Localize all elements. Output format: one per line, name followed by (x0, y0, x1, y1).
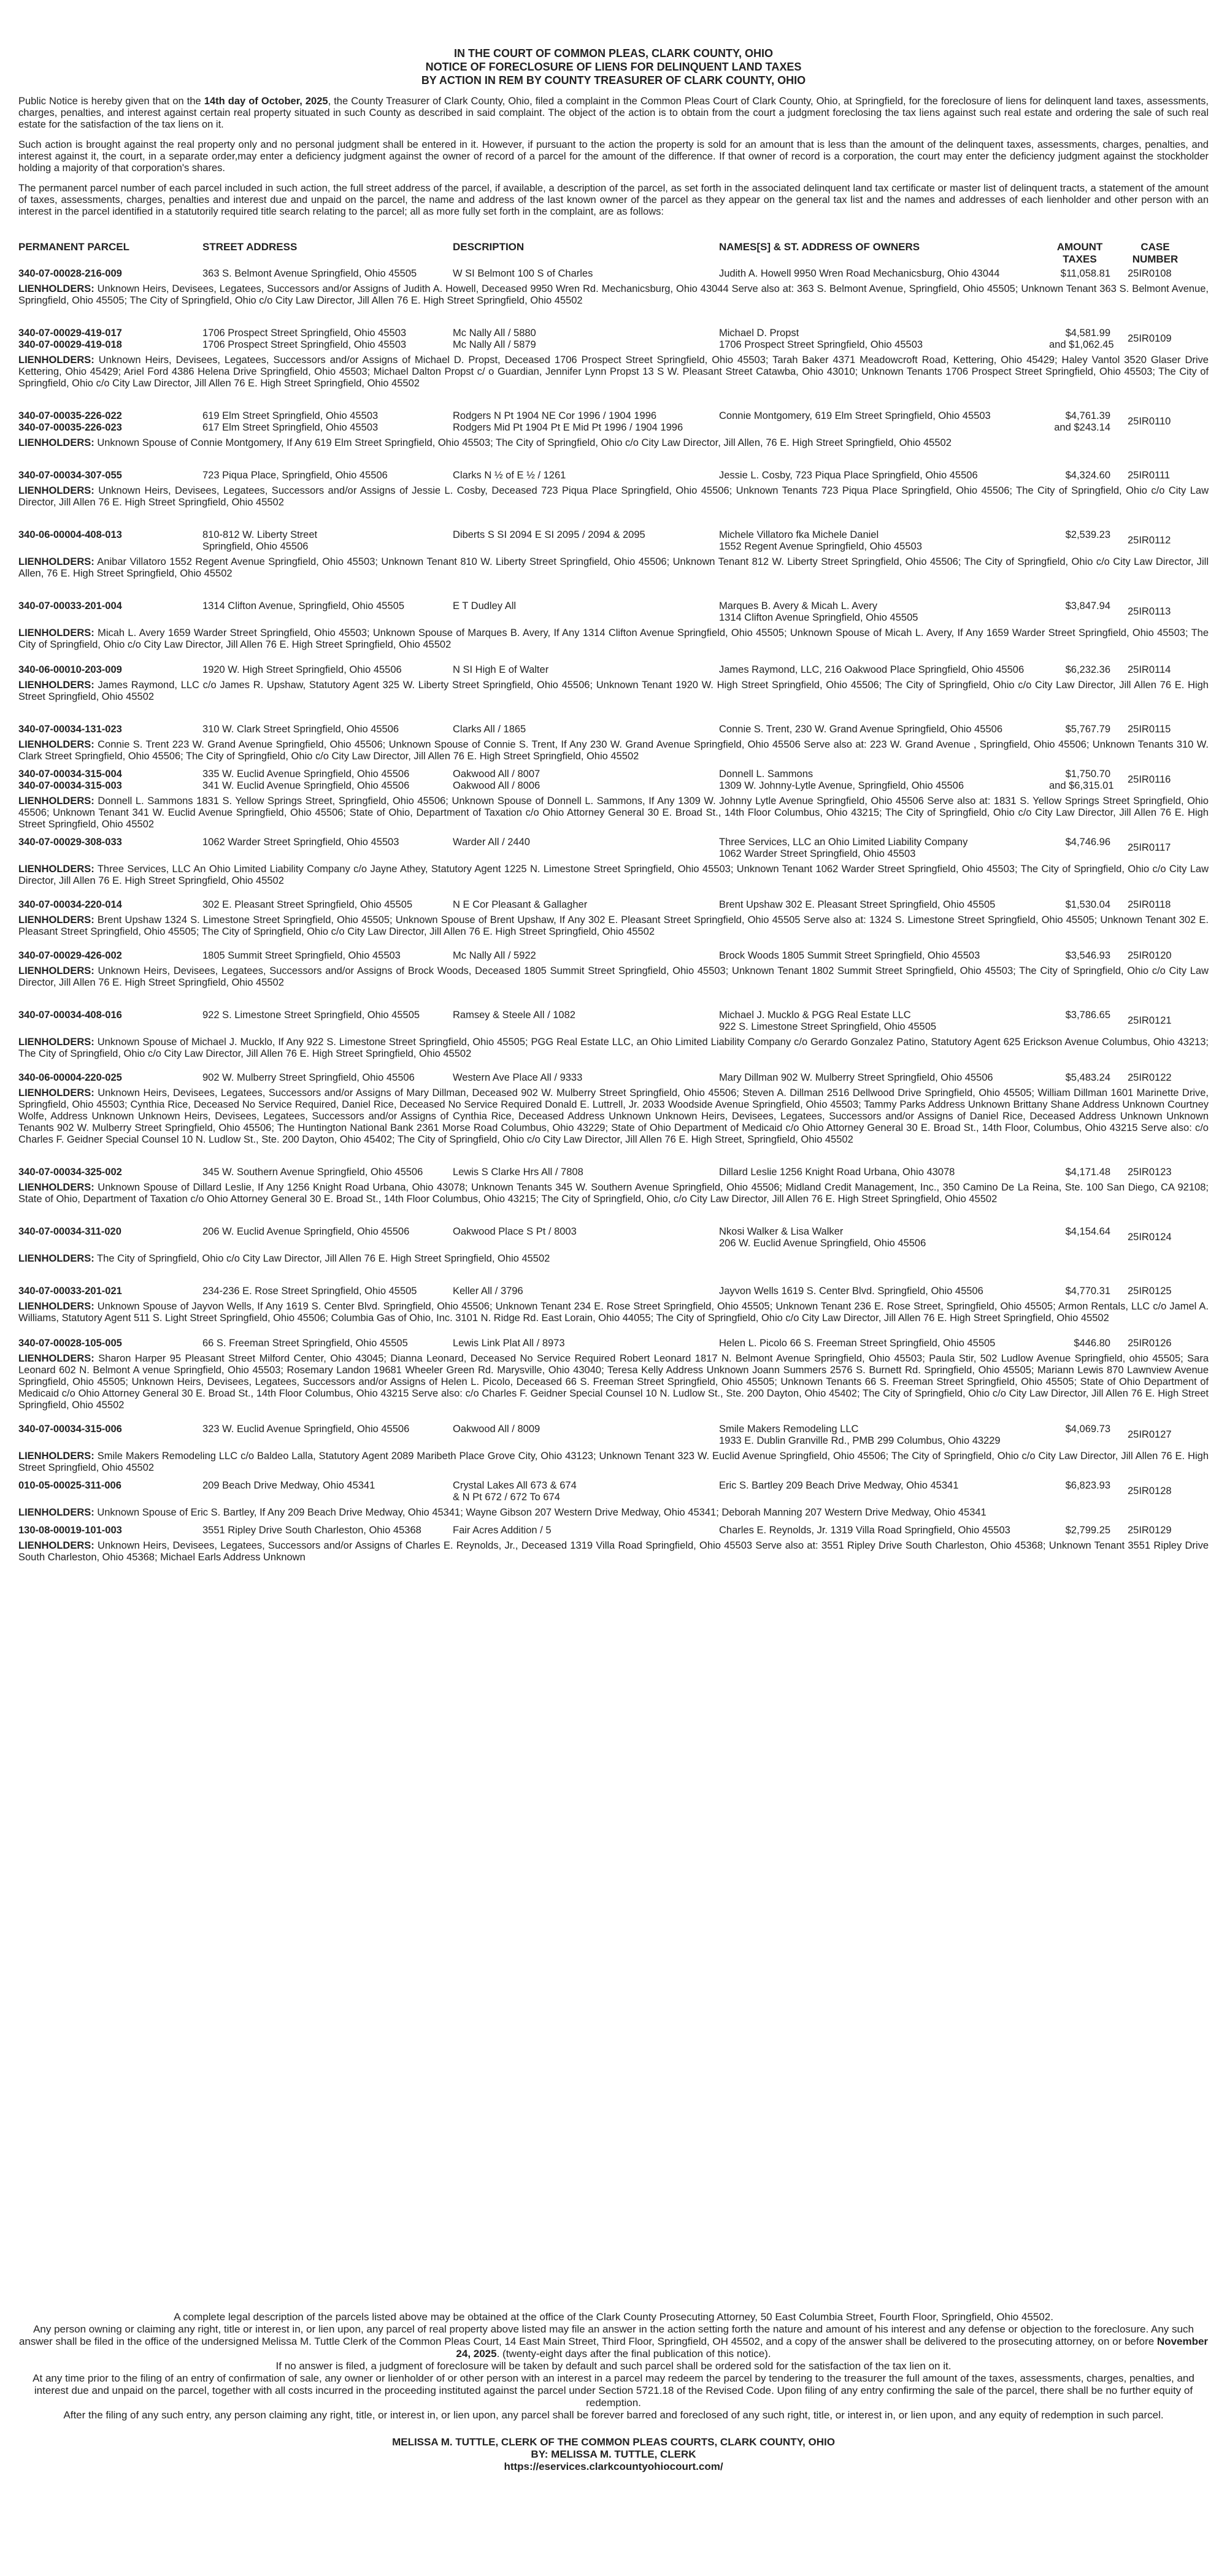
street-address: 1920 W. High Street Springfield, Ohio 45506 (202, 664, 402, 675)
footer-paragraph: If no answer is filed, a judgment of foreclosure will be taken by default and such parcel shall be ordered sold for the satisfaction of the tax lien on it. (275, 2360, 952, 2372)
parcel-number: 340-07-00028-216-009 (18, 268, 122, 279)
lienholders: LIENHOLDERS: Unknown Heirs, Devisees, Legatees, Successors and/or Assigns of Judith A. Howell, Deceased 9950 Wren Rd. Mechanicsburg, Ohio 43044 Serve also at: 363 S. Belmont Avenue, Springfield, Ohio 45505; Unknown Tenant 363 S. Belmont Avenue, Springfield, Ohio 45505; The City of Springfield, Ohio c/o City Law Director, Jill Allen 76 E. High Street Springfield, Ohio 45502 (18, 283, 1209, 306)
case-number: 25IR0112 (1128, 535, 1171, 546)
lienholders: LIENHOLDERS: The City of Springfield, Ohio c/o City Law Director, Jill Allen 76 E. High Street Springfield, Ohio 45502 (18, 1253, 550, 1264)
footer-paragraph: After the filing of any such entry, any person claiming any right, title, or interest in, or lien upon, any parcel shall be forever barred and foreclosed of any such right, title, or interest in, or lien upon, and any equity of redemption in such parcel. (63, 2409, 1164, 2421)
owner-name-address: Charles E. Reynolds, Jr. 1319 Villa Road Springfield, Ohio 45503 (719, 1525, 1010, 1536)
parcel-number: 340-06-00004-408-013 (18, 529, 122, 540)
amount-taxes: $6,232.36 (1065, 664, 1110, 675)
case-number: 25IR0121 (1128, 1015, 1172, 1026)
street-address: 810-812 W. Liberty Street Springfield, Ohio 45506 (202, 529, 318, 552)
lienholders: LIENHOLDERS: Unknown Heirs, Devisees, Legatees, Successors and/or Assigns of Jessie L. Cosby, Deceased 723 Piqua Place Springfield, Ohio 45506; Unknown Tenants 723 Piqua Place Springfield, Ohio 45506; The City of Springfield, Ohio c/o City Law Director, Jill Allen 76 E. High Street Springfield, Ohio 45502 (18, 485, 1209, 508)
parcel-entry (18, 1167, 1209, 1205)
parcel-entry (18, 1072, 1209, 1146)
case-number: 25IR0110 (1128, 416, 1171, 427)
parcel-number: 130-08-00019-101-003 (18, 1525, 122, 1536)
owner-name-address: Judith A. Howell 9950 Wren Road Mechanicsburg, Ohio 43044 (719, 268, 1000, 279)
owner-name-address: Connie Montgomery, 619 Elm Street Springfield, Ohio 45503 (719, 410, 991, 421)
header-parcel: PERMANENT PARCEL (18, 241, 130, 253)
footer-paragraph: A complete legal description of the parcels listed above may be obtained at the office of the Clark County Prosecuting Attorney, 50 East Columbia Street, Fourth Floor, Springfield, Ohio 45502. (174, 2311, 1053, 2323)
parcel-entry (18, 470, 1209, 508)
parcel-entry (18, 1525, 1209, 1563)
amount-taxes: $2,539.23 (1065, 529, 1110, 540)
lienholders: LIENHOLDERS: James Raymond, LLC c/o James R. Upshaw, Statutory Agent 325 W. Liberty Street Springfield, Ohio 45506; Unknown Tenant 1920 W. High Street Springfield, Ohio 45506; The City of Springfield, Ohio c/o City Law Director, Jill Allen 76 E. High Street Springfield, Ohio 45502 (18, 680, 1209, 702)
parcel-number: 340-06-00010-203-009 (18, 664, 122, 675)
parcel-entry (18, 328, 1209, 389)
header-street: STREET ADDRESS (202, 241, 298, 253)
parcel-number: 340-07-00034-315-004 340-07-00034-315-003 (18, 769, 122, 791)
parcel-number: 340-07-00034-408-016 (18, 1010, 122, 1021)
lienholders: LIENHOLDERS: Unknown Spouse of Eric S. Bartley, If Any 209 Beach Drive Medway, Ohio 45341; Wayne Gibson 207 Western Drive Medway, Ohio 45341; Deborah Manning 207 Western Drive Medway, Ohio 45341 (18, 1507, 987, 1518)
parcel-description: N SI High E of Walter (453, 664, 549, 675)
parcel-entry (18, 600, 1209, 651)
amount-taxes: $1,530.04 (1065, 899, 1110, 910)
case-number: 25IR0113 (1128, 606, 1171, 617)
parcel-number: 340-07-00029-419-017 340-07-00029-419-018 (18, 328, 122, 350)
owner-name-address: Connie S. Trent, 230 W. Grand Avenue Springfield, Ohio 45506 (719, 724, 1002, 735)
header-owners: NAMES[S] & ST. ADDRESS OF OWNERS (719, 241, 920, 253)
parcel-number: 010-05-00025-311-006 (18, 1480, 121, 1491)
parcel-entry (18, 899, 1209, 938)
parcel-list (18, 268, 1209, 1563)
parcel-number: 340-07-00034-131-023 (18, 724, 122, 735)
amount-taxes: $3,847.94 (1065, 600, 1110, 611)
street-address: 1314 Clifton Avenue, Springfield, Ohio 45505 (202, 600, 405, 611)
parcel-number: 340-07-00029-308-033 (18, 837, 122, 848)
parcel-entry (18, 837, 1209, 887)
amount-taxes: $2,799.25 (1065, 1525, 1110, 1536)
court-name: IN THE COURT OF COMMON PLEAS, CLARK COUNTY, OHIO (454, 47, 773, 59)
header-description: DESCRIPTION (453, 241, 525, 253)
lienholders: LIENHOLDERS: Three Services, LLC An Ohio Limited Liability Company c/o Jayne Athey, Statutory Agent 1225 N. Limestone Street Springfield, Ohio 45503; Unknown Tenant 1062 Warder Street Springfield, Ohio 45503; The City of Springfield, Ohio c/o City Law Director, Jill Allen 76 E. High Street Springfield, Ohio 45502 (18, 864, 1209, 886)
lienholders: LIENHOLDERS: Sharon Harper 95 Pleasant Street Milford Center, Ohio 43045; Dianna Leonard, Deceased No Service Required Robert Leonard 1817 N. Belmont Avenue Springfield, Ohio 45503; Paula Stir, 502 Ludlow Avenue Springfield, ohio 45505; Sara Leonard 602 N. Belmont A venue Springfield, Ohio 45503; Rosemary Landon 19681 Wheeler Green Rd. Marysville, Ohio 43040; Teresa Kelly Address Unknown Joann Summers 2576 S. Burnett Rd. Springfield, Ohio 45505; Mariann Lewis 870 Lawnview Avenue Springfield, Ohio 45505; Unknown Heirs, Devisees, Legatees, Successors and/or Assigns of Helen L. Picolo, Deceased 66 S. Freeman Street Springfield, Ohio 45505; Unknown Tenants 66 S. Freeman Street Springfield, Ohio 45505; State of Ohio Department of Medicaid c/o Ohio Attorney General 30 E. Broad St., 14th Floor Columbus, Ohio 43215 Serve also: c/o Charles F. Geidner Special Counsel 10 N. Ludlow St., Ste. 200 Dayton, Ohio 45402; The City of Springfield, Ohio c/o City Law Director, Jill Allen 76 E. High Street Springfield, Ohio 45502 (18, 1353, 1209, 1411)
street-address: 302 E. Pleasant Street Springfield, Ohio 45505 (202, 899, 413, 910)
case-number: 25IR0114 (1128, 664, 1171, 675)
amount-taxes: $3,786.65 (1065, 1010, 1110, 1021)
intro-paragraph: The permanent parcel number of each parcel included in such action, the full street address of the parcel, if available, a description of the parcel, as set forth in the associated delinquent land tax certificate or master list of delinquent tracts, a statement of the amount of taxes, assessments, charges, penalties and interest due and unpaid on the parcel, the name and address of the last known owner of the parcel as they appear on the general tax list and the names and addresses of each lienholder and other person with an interest in the parcel identified in a statutorily required title search relating to the parcel; all as more fully set forth in the complaint, are as follows: (18, 183, 1209, 217)
parcel-number: 340-07-00033-201-021 (18, 1286, 122, 1297)
parcel-description: Diberts S SI 2094 E SI 2095 / 2094 & 2095 (453, 529, 645, 540)
case-number: 25IR0117 (1128, 842, 1171, 853)
owner-name-address: Nkosi Walker & Lisa Walker 206 W. Euclid Avenue Springfield, Ohio 45506 (719, 1226, 926, 1249)
footer-paragraph: Any person owning or claiming any right, title or interest in, or lien upon, any parcel of real property above listed may file an answer in the action setting forth the nature and amount of his interest and any defense or objection to the foreclosure. Any such answer shall be filed in the office of the undersigned Melissa M. Tuttle Clerk of the Common Pleas Court, 14 East Main Street, Third Floor, Springfield, OH 45502, and a copy of the answer shall be delivered to the prosecuting attorney, on or before November 24, 2025. (twenty-eight days after the final publication of this notice). (18, 2323, 1209, 2359)
lienholders: LIENHOLDERS: Connie S. Trent 223 W. Grand Avenue Springfield, Ohio 45506; Unknown Spouse of Connie S. Trent, If Any 230 W. Grand Avenue Springfield, Ohio 45506 Serve also at: 223 W. Grand Avenue , Springfield, Ohio 45506; Unknown Tenants 310 W. Clark Street Springfield, Ohio 45506; The City of Springfield, Ohio c/o City Law Director, Jill Allen 76 E. High Street Springfield, Ohio 45502 (18, 739, 1209, 762)
court-website-link[interactable]: https://eservices.clarkcountyohiocourt.com/ (504, 2461, 723, 2472)
case-number: 25IR0108 (1128, 268, 1172, 279)
amount-taxes: $11,058.81 (1060, 268, 1110, 279)
parcel-entry (18, 724, 1209, 762)
notice-footer (18, 2311, 1209, 2473)
lienholders: LIENHOLDERS: Brent Upshaw 1324 S. Limestone Street Springfield, Ohio 45505; Unknown Spouse of Brent Upshaw, If Any 302 E. Pleasant Street Springfield, Ohio 45505 Serve also at: 1324 S. Limestone Street Springfield, Ohio 45505; Unknown Tenant 302 E. Pleasant Street Springfield, Ohio 45505; The City of Springfield, Ohio c/o City Law Director, Jill Allen 76 E. High Street Springfield, Ohio 45502 (18, 914, 1209, 937)
parcel-description: Mc Nally All / 5880 Mc Nally All / 5879 (453, 328, 536, 350)
owner-name-address: Mary Dillman 902 W. Mulberry Street Springfield, Ohio 45506 (719, 1072, 993, 1083)
amount-taxes: $4,069.73 (1065, 1424, 1110, 1435)
clerk-signature: MELISSA M. TUTTLE, CLERK OF THE COMMON PLEAS COURTS, CLARK COUNTY, OHIO BY: MELISSA M. TUTTLE, CLERK https://eservices.clarkcountyohiocourt.com/ (392, 2436, 835, 2472)
parcel-entry (18, 1286, 1209, 1324)
parcel-number: 340-06-00004-220-025 (18, 1072, 122, 1083)
parcel-number: 340-07-00033-201-004 (18, 600, 122, 611)
street-address: 209 Beach Drive Medway, Ohio 45341 (202, 1480, 375, 1491)
case-number: 25IR0124 (1128, 1232, 1172, 1243)
intro-paragraph: Such action is brought against the real property only and no personal judgment shall be entered in it. However, if pursuant to the action the property is sold for an amount that is less than the amount of the delinquent taxes, assessments, charges, penalties, and interest against it, the court, in a separate order,may enter a deficiency judgment against the owner of record of a parcel for the amount of the difference. If that owner of record is a corporation, the court may enter the deficiency judgment against the stockholder holding a majority of that corporation's shares. (18, 139, 1209, 174)
parcel-number: 340-07-00035-226-022 340-07-00035-226-023 (18, 410, 122, 433)
lienholders: LIENHOLDERS: Anibar Villatoro 1552 Regent Avenue Springfield, Ohio 45503; Unknown Tenant 810 W. Liberty Street Springfield, Ohio 45506; Unknown Tenant 812 W. Liberty Street Springfield, Ohio 45506; The City of Springfield, Ohio c/o City Law Director, Jill Allen, 76 E. High Street Springfield, Ohio 45502 (18, 556, 1209, 579)
case-number: 25IR0123 (1128, 1167, 1172, 1178)
street-address: 363 S. Belmont Avenue Springfield, Ohio 45505 (202, 268, 417, 279)
parcel-description: Mc Nally All / 5922 (453, 950, 536, 961)
parcel-description: W SI Belmont 100 S of Charles (453, 268, 593, 279)
owner-name-address: Marques B. Avery & Micah L. Avery 1314 Clifton Avenue Springfield, Ohio 45505 (719, 600, 918, 623)
amount-taxes: $446.80 (1074, 1338, 1110, 1349)
case-number: 25IR0128 (1128, 1485, 1172, 1497)
owner-name-address: Brent Upshaw 302 E. Pleasant Street Springfield, Ohio 45505 (719, 899, 996, 910)
amount-taxes: $6,823.93 (1065, 1480, 1110, 1491)
case-number: 25IR0118 (1128, 899, 1171, 910)
lienholders: LIENHOLDERS: Unknown Spouse of Dillard Leslie, If Any 1256 Knight Road Urbana, Ohio 43078; Unknown Tenants 345 W. Southern Avenue Springfield, Ohio 45506; Midland Credit Management, Inc., 350 Camino De La Reina, Ste. 100 San Diego, CA 92108; State of Ohio, Department of Taxation c/o Ohio Attorney General 30 E. Broad St., 14th Floor Columbus, Ohio 43215; The City of Springfield, Ohio, c/o City Law Director, Jill Allen 76 E. High Street Springfield, Ohio 45502 (18, 1182, 1209, 1205)
parcel-description: Lewis Link Plat All / 8973 (453, 1338, 565, 1349)
amount-taxes: $4,154.64 (1065, 1226, 1110, 1237)
amount-taxes: $3,546.93 (1065, 950, 1110, 961)
parcel-description: Clarks All / 1865 (453, 724, 526, 735)
parcel-entry (18, 1226, 1209, 1265)
parcel-entry (18, 1010, 1209, 1060)
parcel-description: Clarks N ½ of E ½ / 1261 (453, 470, 566, 481)
street-address: 723 Piqua Place, Springfield, Ohio 45506 (202, 470, 388, 481)
notice-title (18, 0, 1209, 87)
parcel-entry (18, 410, 1209, 449)
parcel-entry (18, 950, 1209, 989)
case-number: 25IR0122 (1128, 1072, 1172, 1083)
parcel-description: N E Cor Pleasant & Gallagher (453, 899, 588, 910)
amount-taxes: $5,483.24 (1065, 1072, 1110, 1083)
case-number: 25IR0115 (1128, 724, 1171, 735)
case-number: 25IR0129 (1128, 1525, 1172, 1536)
intro-text (18, 96, 1209, 218)
owner-name-address: Helen L. Picolo 66 S. Freeman Street Springfield, Ohio 45505 (719, 1338, 996, 1349)
notice-heading: NOTICE OF FORECLOSURE OF LIENS FOR DELINQUENT LAND TAXES (425, 61, 802, 73)
street-address: 345 W. Southern Avenue Springfield, Ohio 45506 (202, 1167, 423, 1178)
amount-taxes: $4,761.39 and $243.14 (1054, 410, 1110, 433)
owner-name-address: Jayvon Wells 1619 S. Center Blvd. Springfield, Ohio 45506 (719, 1286, 983, 1297)
table-header (18, 241, 1209, 268)
parcel-description: Oakwood All / 8009 (453, 1424, 540, 1435)
legal-notice-page (18, 0, 1209, 2472)
street-address: 335 W. Euclid Avenue Springfield, Ohio 45506 341 W. Euclid Avenue Springfield, Ohio 45506 (202, 769, 410, 791)
amount-taxes: $4,746.96 (1065, 837, 1110, 848)
intro-paragraph: Public Notice is hereby given that on the 14th day of October, 2025, the County Treasurer of Clark County, Ohio, filed a complaint in the Common Pleas Court of Clark County, Ohio, at Springfield, for the foreclosure of liens for delinquent land taxes, assessments, charges, penalties, and interest against certain real property situated in such County as described in said complaint. The object of the action is to obtain from the court a judgment foreclosing the tax liens against such real estate and ordering the sale of such real estate for the satisfaction of the tax liens on it. (18, 96, 1209, 130)
lienholders: LIENHOLDERS: Unknown Heirs, Devisees, Legatees, Successors and/or Assigns of Charles E. Reynolds, Jr., Deceased 1319 Villa Road Springfield, Ohio 45503 Serve also at: 3551 Ripley Drive South Charleston, Ohio 45368; Unknown Tenant 3551 Ripley Drive South Charleston, Ohio 45368; Michael Earls Address Unknown (18, 1540, 1209, 1563)
parcel-description: Lewis S Clarke Hrs All / 7808 (453, 1167, 583, 1178)
parcel-number: 340-07-00028-105-005 (18, 1338, 122, 1349)
lienholders: LIENHOLDERS: Smile Makers Remodeling LLC c/o Baldeo Lalla, Statutory Agent 2089 Maribeth Place Grove City, Ohio 43123; Unknown Tenant 323 W. Euclid Avenue Springfield, Ohio 45506; The City of Springfield, Ohio c/o City Law Director, Jill Allen 76 E. High Street Springfield, Ohio 45502 (18, 1451, 1209, 1473)
case-number: 25IR0116 (1128, 774, 1171, 785)
owner-name-address: Michael J. Mucklo & PGG Real Estate LLC 922 S. Limestone Street Springfield, Ohio 45505 (719, 1010, 937, 1032)
lienholders: LIENHOLDERS: Unknown Heirs, Devisees, Legatees, Successors and/or Assigns of Michael D. Propst, Deceased 1706 Prospect Street Springfield, Ohio 45503; Tarah Baker 4371 Meadowcroft Road, Kettering, Ohio 45429; Haley Vantol 3520 Glaser Drive Kettering, Ohio 45429; Ariel Ford 4386 Helena Drive Springfield, Ohio 45503; Michael Dalton Propst c/ o Guardian, Jennifer Lynn Propst 13 S W. Pleasant Street Catawba, Ohio 43010; Unknown Tenants 1706 Prospect Street Springfield, Ohio 45503; The City of Springfield, Ohio c/o City Law Director, Jill Allen 76 E. High Street Springfield, Ohio 45502 (18, 355, 1209, 389)
parcel-description: Keller All / 3796 (453, 1286, 523, 1297)
case-number: 25IR0125 (1128, 1286, 1172, 1297)
header-case: CASE NUMBER (1132, 241, 1179, 265)
owner-name-address: Eric S. Bartley 209 Beach Drive Medway, Ohio 45341 (719, 1480, 959, 1491)
parcel-entry (18, 529, 1209, 580)
owner-name-address: Dillard Leslie 1256 Knight Road Urbana, Ohio 43078 (719, 1167, 955, 1178)
parcel-description: Crystal Lakes All 673 & 674 & N Pt 672 / 672 To 674 (453, 1480, 577, 1503)
street-address: 234-236 E. Rose Street Springfield, Ohio 45505 (202, 1286, 417, 1297)
parcel-number: 340-07-00034-311-020 (18, 1226, 121, 1237)
case-number: 25IR0120 (1128, 950, 1172, 961)
lienholders: LIENHOLDERS: Unknown Heirs, Devisees, Legatees, Successors and/or Assigns of Mary Dillman, Deceased 902 W. Mulberry Street Springfield, Ohio 45506; Steven A. Dillman 2516 Dellwood Drive Springfield, Ohio 45505; William Dillman 1601 Marinette Drive, Springfield, Ohio 45503; Cynthia Rice, Deceased No Service Required, Daniel Rice, Deceased No Service Required Donald E. Luttrell, Jr. 2033 Woodside Avenue Springfield, Ohio 45503; Tammy Parks Address Unknown Brittany Shane Address Unknown Courtney Wolfe, Address Unknown Unknown Heirs, Devisees, Legatees, Successors and/or Assigns of Cynthia Rice, Deceased Address Unknown Unknown Heirs, Devisees, Legatees, Successors and/or Assigns of Daniel Rice, Deceased Address Unknown Unknown Tenants 902 W. Mulberry Street Springfield, Ohio 45506; The Huntington National Bank 2361 Morse Road Columbus, Ohio 43229; State of Ohio Department of Medicaid c/o Ohio Attorney General 30 E. Broad St., 14th Floor, Columbus, Ohio 43215 Serve also: c/o Charles F. Geidner Special Counsel 10 N. Ludlow St., Ste. 200 Dayton, Ohio 45402; The City of Springfield, Ohio c/o City Law Director, Jill Allen 76 E. High Street, Springfield, Ohio 45502 (18, 1087, 1209, 1145)
parcel-entry (18, 1338, 1209, 1411)
parcel-description: Oakwood Place S Pt / 8003 (453, 1226, 577, 1237)
parcel-description: E T Dudley All (453, 600, 517, 611)
owner-name-address: Donnell L. Sammons 1309 W. Johnny-Lytle Avenue, Springfield, Ohio 45506 (719, 769, 964, 791)
parcel-number: 340-07-00034-325-002 (18, 1167, 122, 1178)
street-address: 902 W. Mulberry Street Springfield, Ohio 45506 (202, 1072, 415, 1083)
case-number: 25IR0111 (1128, 470, 1171, 481)
street-address: 310 W. Clark Street Springfield, Ohio 45506 (202, 724, 399, 735)
case-number: 25IR0127 (1128, 1429, 1172, 1440)
parcel-description: Warder All / 2440 (453, 837, 530, 848)
parcel-number: 340-07-00034-315-006 (18, 1424, 122, 1435)
parcel-number: 340-07-00034-307-055 (18, 470, 122, 481)
amount-taxes: $4,770.31 (1065, 1286, 1110, 1297)
parcel-description: Western Ave Place All / 9333 (453, 1072, 583, 1083)
street-address: 619 Elm Street Springfield, Ohio 45503 617 Elm Street Springfield, Ohio 45503 (202, 410, 379, 433)
owner-name-address: Smile Makers Remodeling LLC 1933 E. Dublin Granville Rd., PMB 299 Columbus, Ohio 43229 (719, 1424, 1001, 1446)
parcel-entry (18, 1424, 1209, 1474)
parcel-entry (18, 664, 1209, 703)
lienholders: LIENHOLDERS: Unknown Heirs, Devisees, Legatees, Successors and/or Assigns of Brock Woods, Deceased 1805 Summit Street Springfield, Ohio 45503; Unknown Tenant 1802 Summit Street Springfield, Ohio 45503; The City of Springfield, Ohio c/o City Law Director, Jill Allen 76 E. High Street Springfield, Ohio 45502 (18, 965, 1209, 988)
parcel-description: Oakwood All / 8007 Oakwood All / 8006 (453, 769, 540, 791)
parcel-entry (18, 1480, 1209, 1519)
footer-paragraph: At any time prior to the filing of an entry of confirmation of sale, any owner or lienholder of or other person with an interest in a parcel may redeem the parcel by tendering to the treasurer the full amount of the taxes, assessments, charges, penalties, and interest due and unpaid on the parcel, together with all costs incurred in the proceeding instituted against the parcel under Section 5721.18 of the Revised Code. Upon filing of any entry confirming the sale of the parcel, there shall be no further equity of redemption. (33, 2372, 1194, 2409)
header-amount: AMOUNT TAXES (1056, 241, 1103, 265)
case-number: 25IR0109 (1128, 333, 1172, 344)
lienholders: LIENHOLDERS: Donnell L. Sammons 1831 S. Yellow Springs Street, Springfield, Ohio 45506; Unknown Spouse of Donnell L. Sammons, If Any 1309 W. Johnny Lytle Avenue Springfield, Ohio 45506 Serve also at: 1831 S. Yellow Springs Street Springfield, Ohio 45506; Unknown Tenant 341 W. Euclid Avenue Springfield, Ohio 45506; State of Ohio, Department of Taxation c/o Ohio Attorney General 30 E. Broad St., 14th Floor Columbus, Ohio 43215; The City of Springfield, Ohio c/o City Law Director, Jill Allen 76 E. High Street Springfield, Ohio 45502 (18, 795, 1209, 830)
lienholders: LIENHOLDERS: Unknown Spouse of Jayvon Wells, If Any 1619 S. Center Blvd. Springfield, Ohio 45506; Unknown Tenant 234 E. Rose Street Springfield, Ohio 45505; Unknown Tenant 236 E. Rose Street, Springfield, Ohio 45505; Armon Rentals, LLC c/o Jamel A. Williams, Statutory Agent 511 S. Light Street Springfield, Ohio 45506; Columbia Gas of Ohio, Inc. 3101 N. Ridge Rd. East Lorain, Ohio 44055; The City of Springfield, Ohio c/o City Law Director, Jill Allen 76 E. High Street Springfield, Ohio 45502 (18, 1301, 1209, 1324)
parcel-number: 340-07-00034-220-014 (18, 899, 122, 910)
amount-taxes: $4,171.48 (1065, 1167, 1110, 1178)
owner-name-address: Jessie L. Cosby, 723 Piqua Place Springfield, Ohio 45506 (719, 470, 978, 481)
parcel-entry (18, 268, 1209, 307)
owner-name-address: Michael D. Propst 1706 Prospect Street Springfield, Ohio 45503 (719, 328, 923, 350)
amount-taxes: $4,324.60 (1065, 470, 1110, 481)
street-address: 323 W. Euclid Avenue Springfield, Ohio 45506 (202, 1424, 410, 1435)
parcel-entry (18, 769, 1209, 830)
lienholders: LIENHOLDERS: Unknown Spouse of Michael J. Mucklo, If Any 922 S. Limestone Street Springfield, Ohio 45505; PGG Real Estate LLC, an Ohio Limited Liability Company c/o Gerardo Gonzalez Patino, Statutory Agent 625 Erickson Avenue Columbus, Ohio 43213; The City of Springfield, Ohio c/o City Law Director, Jill Allen 76 E. High Street Springfield, Ohio 45502 (18, 1037, 1209, 1059)
street-address: 206 W. Euclid Avenue Springfield, Ohio 45506 (202, 1226, 410, 1237)
owner-name-address: James Raymond, LLC, 216 Oakwood Place Springfield, Ohio 45506 (719, 664, 1025, 675)
notice-subheading: BY ACTION IN REM BY COUNTY TREASURER OF CLARK COUNTY, OHIO (421, 74, 806, 86)
street-address: 3551 Ripley Drive South Charleston, Ohio 45368 (202, 1525, 421, 1536)
parcel-description: Fair Acres Addition / 5 (453, 1525, 552, 1536)
amount-taxes: $4,581.99 and $1,062.45 (1049, 328, 1114, 350)
owner-name-address: Three Services, LLC an Ohio Limited Liability Company 1062 Warder Street Springfield, Ohio 45503 (719, 837, 968, 859)
street-address: 1706 Prospect Street Springfield, Ohio 45503 1706 Prospect Street Springfield, Ohio 45503 (202, 328, 407, 350)
case-number: 25IR0126 (1128, 1338, 1172, 1349)
owner-name-address: Michele Villatoro fka Michele Daniel 1552 Regent Avenue Springfield, Ohio 45503 (719, 529, 922, 552)
parcel-number: 340-07-00029-426-002 (18, 950, 122, 961)
street-address: 1062 Warder Street Springfield, Ohio 45503 (202, 837, 399, 848)
amount-taxes: $5,767.79 (1065, 724, 1110, 735)
lienholders: LIENHOLDERS: Micah L. Avery 1659 Warder Street Springfield, Ohio 45503; Unknown Spouse of Marques B. Avery, If Any 1314 Clifton Avenue Springfield, Ohio 45505; Unknown Spouse of Micah L. Avery, If Any 1659 Warder Street Springfield, Ohio 45503; The City of Springfield, Ohio c/o City Law Director, Jill Allen 76 E. High Street Springfield, Ohio 45502 (18, 627, 1209, 650)
amount-taxes: $1,750.70 and $6,315.01 (1049, 769, 1114, 791)
street-address: 922 S. Limestone Street Springfield, Ohio 45505 (202, 1010, 420, 1021)
parcel-description: Rodgers N Pt 1904 NE Cor 1996 / 1904 1996 Rodgers Mid Pt 1904 Pt E Mid Pt 1996 / 1904 1996 (453, 410, 683, 433)
street-address: 66 S. Freeman Street Springfield, Ohio 45505 (202, 1338, 408, 1349)
parcel-description: Ramsey & Steele All / 1082 (453, 1010, 575, 1021)
owner-name-address: Brock Woods 1805 Summit Street Springfield, Ohio 45503 (719, 950, 980, 961)
lienholders: LIENHOLDERS: Unknown Spouse of Connie Montgomery, If Any 619 Elm Street Springfield, Ohio 45503; The City of Springfield, Ohio c/o City Law Director, Jill Allen, 76 E. High Street Springfield, Ohio 45502 (18, 437, 952, 448)
street-address: 1805 Summit Street Springfield, Ohio 45503 (202, 950, 401, 961)
